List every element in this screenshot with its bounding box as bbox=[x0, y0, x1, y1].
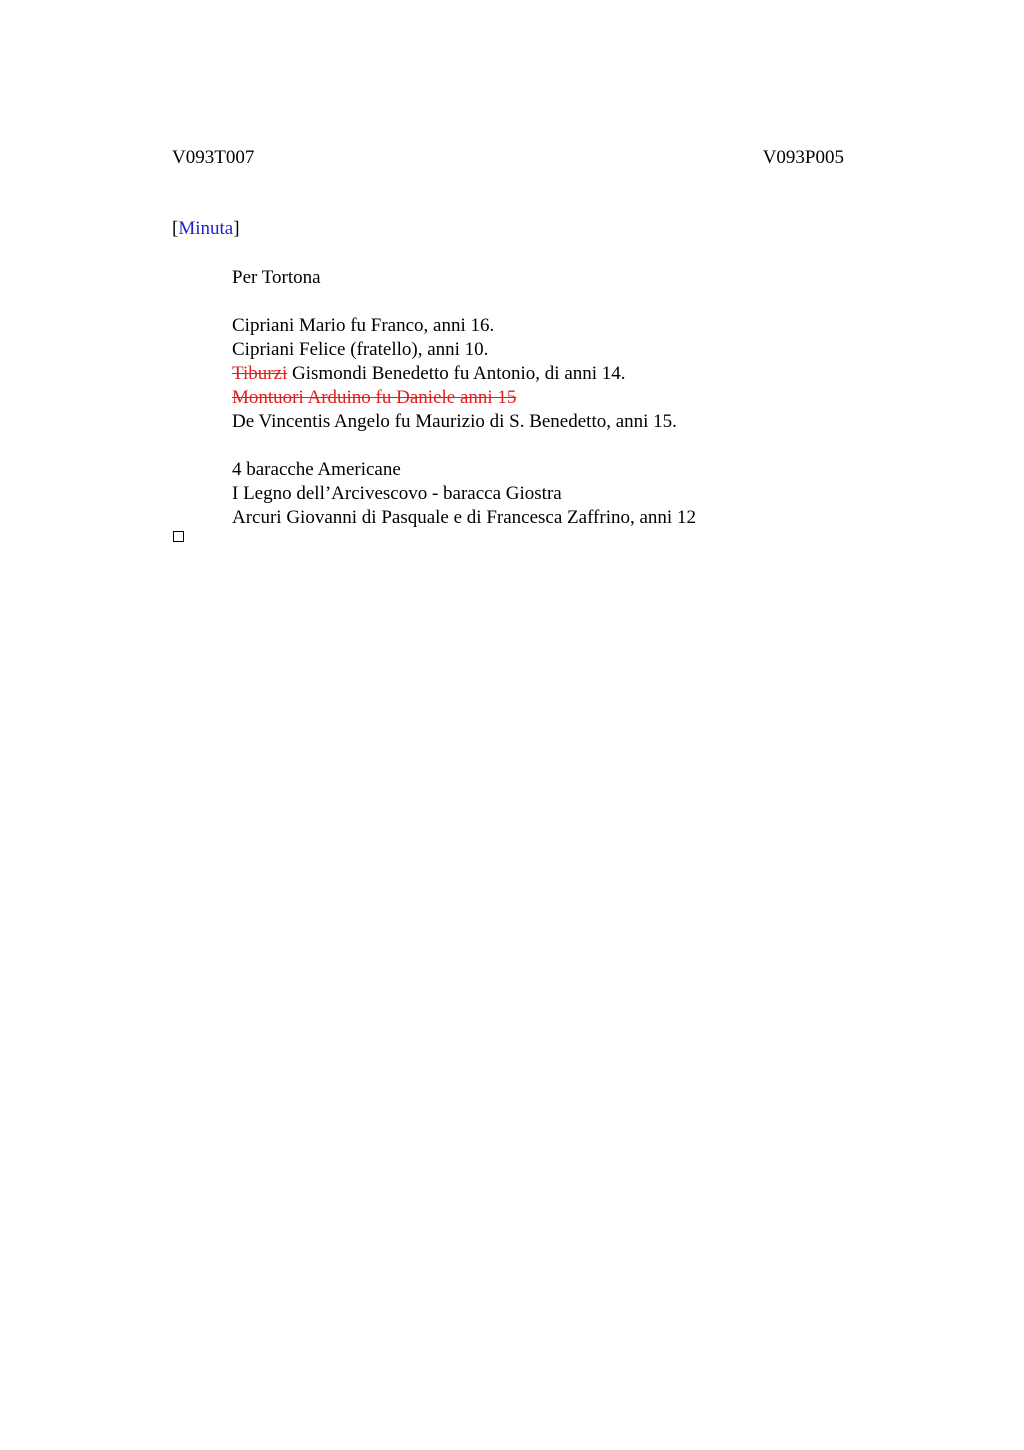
bracket-open: [ bbox=[172, 218, 179, 239]
spacer bbox=[232, 290, 696, 314]
name-line: Cipriani Felice (fratello), anni 10. bbox=[232, 339, 489, 360]
letter-body bbox=[232, 266, 696, 530]
heading-line: Per Tortona bbox=[232, 267, 321, 288]
name-line bbox=[232, 386, 696, 410]
note-line: 4 baracche Americane bbox=[232, 459, 401, 480]
name-line: De Vincentis Angelo fu Maurizio di S. Benedetto, anni 15. bbox=[232, 411, 677, 432]
document-code-right: V093P005 bbox=[762, 147, 844, 168]
name-line bbox=[232, 362, 696, 386]
note-line: I Legno dell’Arcivescovo - baracca Giostra bbox=[232, 483, 562, 504]
note-line: Arcuri Giovanni di Pasquale e di Francesca Zaffrino, anni 12 bbox=[232, 507, 696, 528]
minuta-link[interactable]: Minuta bbox=[178, 218, 234, 239]
name-line: Cipriani Mario fu Franco, anni 16. bbox=[232, 315, 495, 336]
spacer bbox=[232, 434, 696, 458]
minuta-label bbox=[172, 218, 240, 240]
square-outline-icon bbox=[173, 531, 184, 542]
deleted-text: Montuori Arduino fu Daniele anni 15 bbox=[232, 387, 517, 408]
document-code-left: V093T007 bbox=[172, 147, 255, 168]
name-text: Gismondi Benedetto fu Antonio, di anni 14. bbox=[287, 363, 626, 384]
deleted-text: Tiburzi bbox=[232, 363, 288, 384]
bracket-close: ] bbox=[233, 218, 240, 239]
